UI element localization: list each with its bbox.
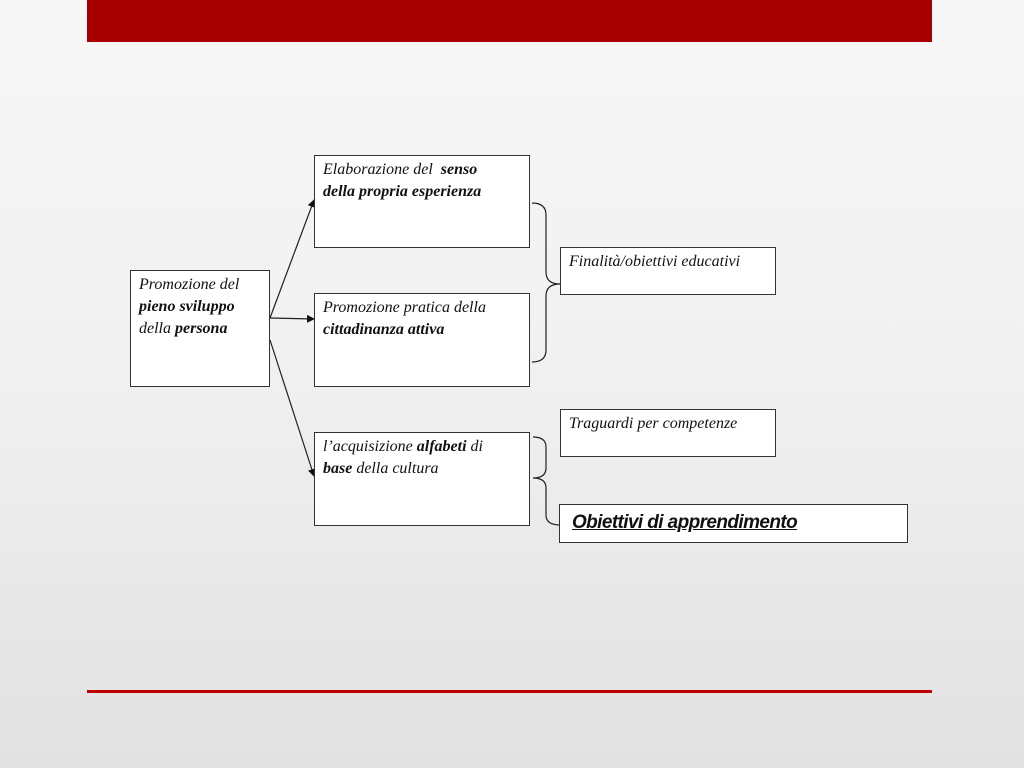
root-line-3-bold: persona — [175, 320, 228, 337]
alfabeti-bold-1: alfabeti — [416, 438, 467, 455]
outcome-box-obiettivi — [559, 504, 908, 543]
root-line-1: Promozione del — [139, 276, 240, 293]
alfabeti-bold-2: base — [323, 460, 353, 477]
traguardi-text: Traguardi per competenze — [569, 415, 738, 432]
senso-bold-2: della propria esperienza — [323, 183, 482, 200]
brace-finalita — [532, 203, 560, 362]
alfabeti-suffix: della cultura — [352, 460, 439, 477]
outcome-box-traguardi — [560, 409, 776, 457]
root-box-promozione — [130, 270, 270, 387]
arrow-to-alfabeti — [270, 340, 314, 476]
finalita-text: Finalità/obiettivi educativi — [569, 253, 741, 270]
branch-box-alfabeti — [314, 432, 530, 526]
brace-traguardi-obiettivi — [533, 437, 560, 525]
obiettivi-text: Obiettivi di apprendimento — [572, 512, 798, 533]
root-line-2: pieno sviluppo — [139, 298, 235, 315]
root-line-3-prefix: della — [139, 320, 175, 337]
cittadinanza-bold: cittadinanza attiva — [323, 321, 445, 338]
alfabeti-mid: di — [466, 438, 483, 455]
arrow-to-senso — [270, 200, 314, 318]
branch-box-senso — [314, 155, 530, 248]
branch-box-cittadinanza — [314, 293, 530, 387]
senso-prefix: Elaborazione del — [323, 161, 433, 178]
alfabeti-prefix: l’acquisizione — [323, 438, 417, 455]
senso-bold-1: senso — [440, 161, 478, 178]
arrow-to-cittadinanza — [270, 318, 314, 319]
outcome-box-finalita — [560, 247, 776, 295]
footer-line — [87, 690, 932, 693]
cittadinanza-prefix: Promozione pratica della — [323, 299, 486, 316]
